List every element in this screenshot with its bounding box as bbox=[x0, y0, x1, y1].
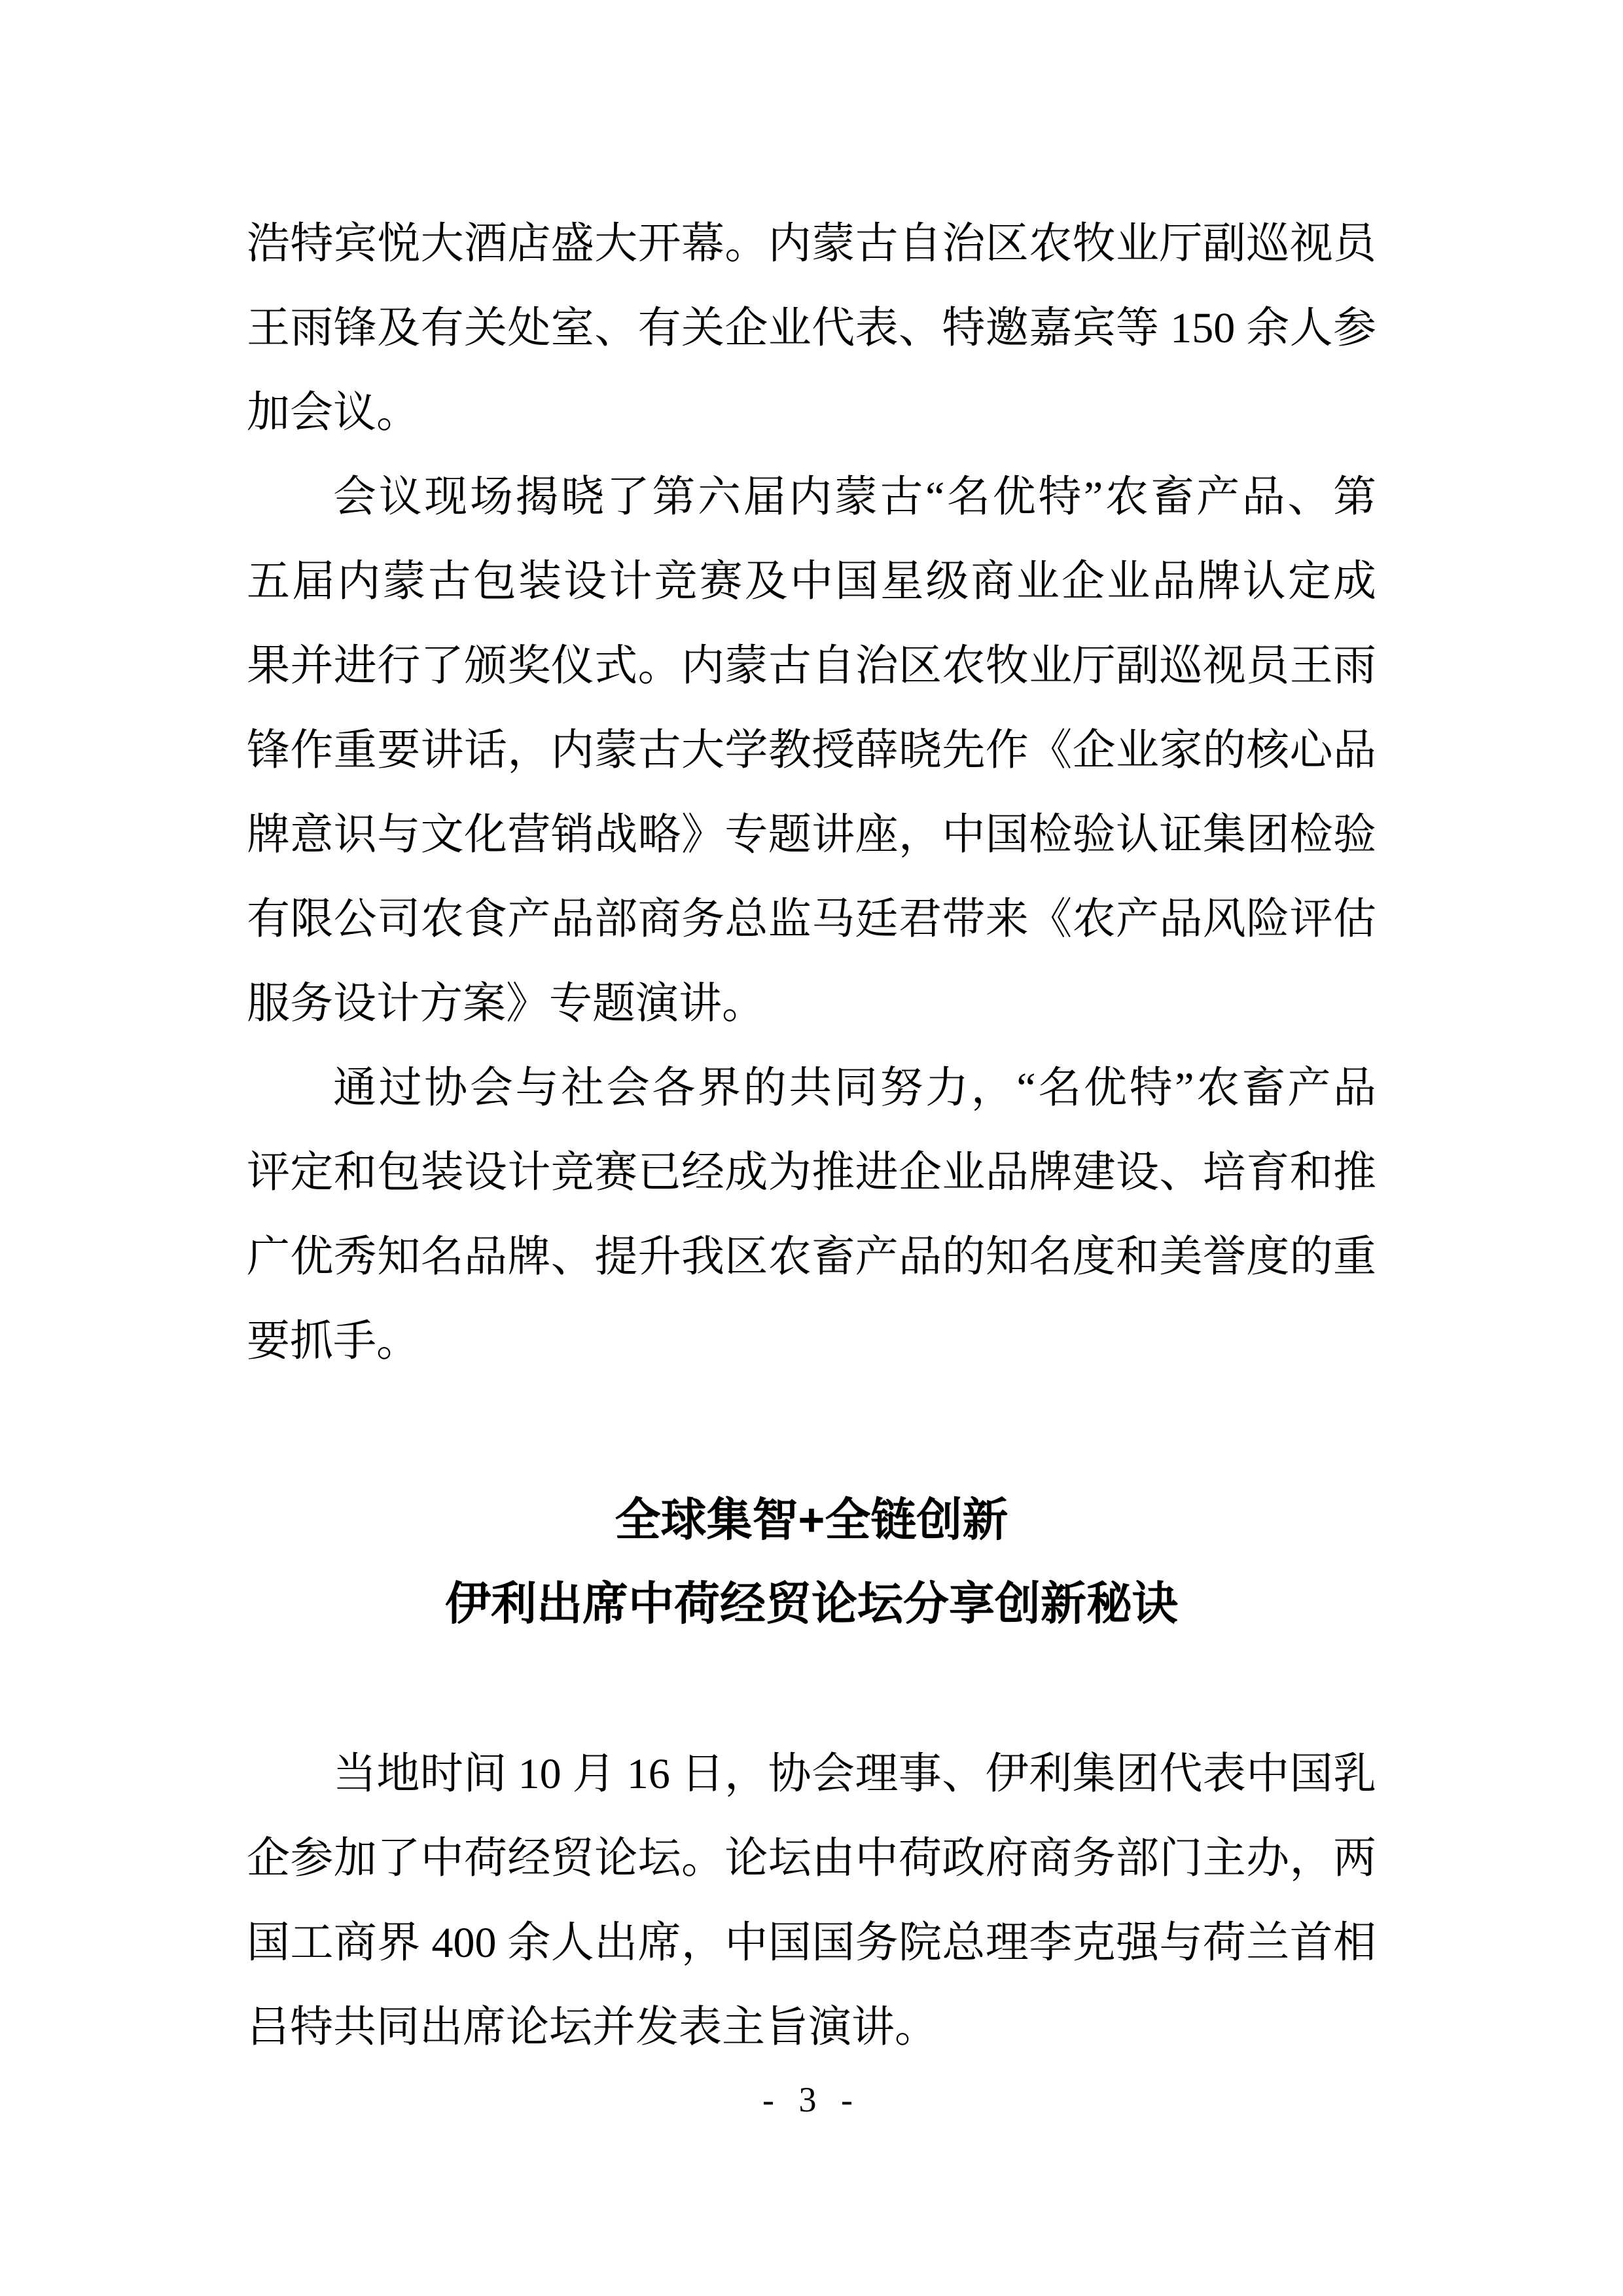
body-line: 浩特宾悦大酒店盛大开幕。内蒙古自治区农牧业厅副巡视员 bbox=[247, 220, 1376, 268]
body-line: 加会议。 bbox=[247, 389, 419, 437]
section-heading-line-1: 全球集智+全链创新 bbox=[615, 1494, 1008, 1545]
body-line: 有限公司农食产品部商务总监马廷君带来《农产品风险评估 bbox=[247, 895, 1376, 943]
body-line: 锋作重要讲话，内蒙古大学教授薛晓先作《企业家的核心品 bbox=[247, 726, 1376, 774]
body-line: 会议现场揭晓了第六届内蒙古“名优特”农畜产品、第 bbox=[333, 473, 1376, 521]
body-line: 当地时间 10 月 16 日，协会理事、伊利集团代表中国乳 bbox=[333, 1750, 1376, 1798]
section-heading-line-2: 伊利出席中荷经贸论坛分享创新秘诀 bbox=[445, 1578, 1178, 1629]
body-text-block-1 bbox=[247, 202, 1376, 1384]
body-line: 国工商界 400 余人出席，中国国务院总理李克强与荷兰首相 bbox=[247, 1919, 1376, 1967]
body-line: 吕特共同出席论坛并发表主旨演讲。 bbox=[247, 2003, 938, 2051]
body-line: 五届内蒙古包装设计竞赛及中国星级商业企业品牌认定成 bbox=[247, 558, 1376, 605]
body-text-block-2 bbox=[247, 1732, 1376, 2070]
body-line: 果并进行了颁奖仪式。内蒙古自治区农牧业厅副巡视员王雨 bbox=[247, 642, 1376, 690]
body-line: 要抓手。 bbox=[247, 1318, 419, 1365]
body-line: 牌意识与文化营销战略》专题讲座，中国检验认证集团检验 bbox=[247, 811, 1376, 859]
body-line: 王雨锋及有关处室、有关企业代表、特邀嘉宾等 150 余人参 bbox=[247, 304, 1376, 352]
body-line: 广优秀知名品牌、提升我区农畜产品的知名度和美誉度的重 bbox=[247, 1233, 1376, 1281]
body-line: 通过协会与社会各界的共同努力，“名优特”农畜产品 bbox=[333, 1064, 1376, 1112]
page-number: - 3 - bbox=[762, 2080, 861, 2119]
body-line: 评定和包装设计竞赛已经成为推进企业品牌建设、培育和推 bbox=[247, 1149, 1376, 1196]
section-heading bbox=[247, 1478, 1376, 1645]
body-line: 服务设计方案》专题演讲。 bbox=[247, 980, 765, 1028]
body-line: 企参加了中荷经贸论坛。论坛由中荷政府商务部门主办，两 bbox=[247, 1835, 1376, 1882]
